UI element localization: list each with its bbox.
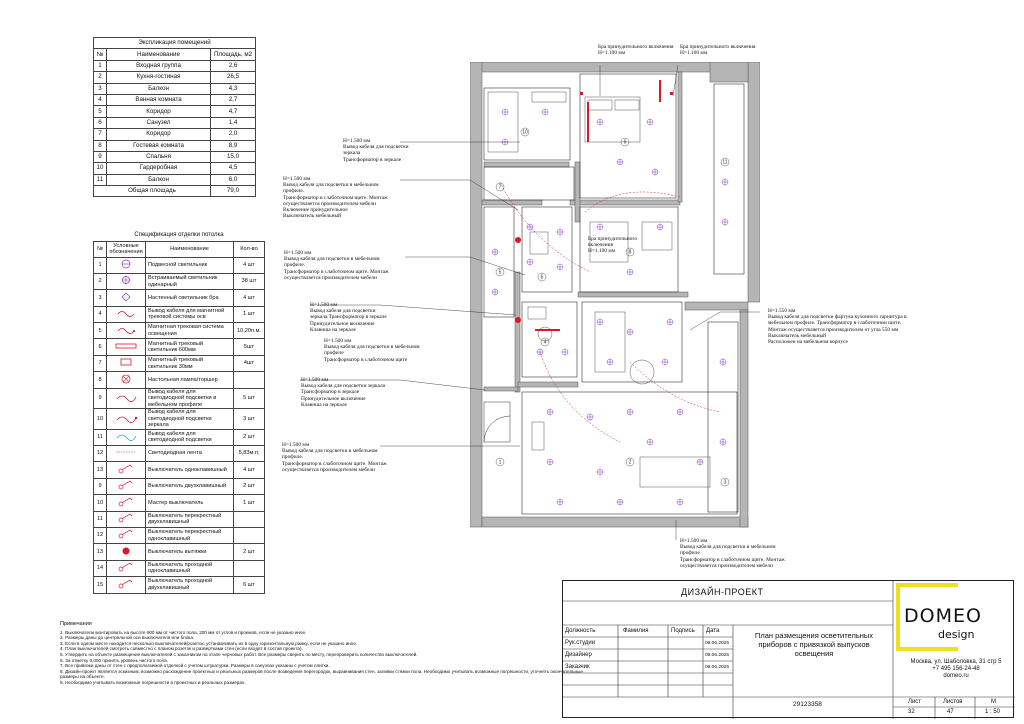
note-item: 9. Необходимо учитывать возможные погрешности в проектных и реальных размерах. (60, 679, 246, 685)
spec-name: Выключатель одноклавишный (146, 462, 234, 478)
spec-num: 13 (94, 544, 107, 560)
spec-col-num: № (94, 241, 107, 257)
room-number: 1 (498, 459, 502, 466)
room-n: 7 (94, 129, 107, 140)
sheet-title: План размещения осветительных приборов с привязкой выпусков освещения (754, 631, 874, 658)
spec-name: Подвесной светильник (146, 257, 234, 273)
room-area: 15,0 (211, 151, 256, 162)
spec-name: Настенный светильник бра (146, 290, 234, 306)
spec-name: Встраиваемый светильник одинарный (146, 273, 234, 289)
note-item: 3. Если в одном месте находится несколько выключателей/розеток, устанавливать их в одну горизонтальную рамку, если не указано иное. (60, 640, 358, 646)
room-n: 5 (94, 106, 107, 117)
room-number: 4 (543, 339, 547, 346)
room-name: Ванная комната (107, 94, 211, 105)
spec-num: 3 (94, 290, 107, 306)
col-surname: Фамилия (623, 628, 649, 634)
sheet-label: Лист (908, 699, 922, 705)
room-name: Балкон (107, 83, 211, 94)
room-name: Кухня-гостиная (107, 72, 211, 83)
note-item: 4. План выключателей смотреть совместно с планом розеток и развертками стен (если входят в состав проекта). (60, 646, 303, 652)
room-number: 3 (723, 479, 727, 486)
spec-qty: 10,20п.м. (234, 323, 265, 339)
spec-num: 6 (94, 339, 107, 355)
room-area: 8,9 (211, 140, 256, 151)
room-n: 1 (94, 60, 107, 71)
spec-name: Магнитный трековый светильник 30мм (146, 355, 234, 371)
spec-name: Вывод кабеля для светодиодной подсветки в мебельном профиле (146, 388, 234, 409)
spec-name: Вывод кабеля для светодиодной подсветки зеркала (146, 409, 234, 430)
room-number: 10 (522, 129, 528, 136)
room-n: 11 (94, 174, 107, 185)
spec-num: 9 (94, 478, 107, 494)
room-number: 9 (623, 139, 627, 146)
col-date: Дата (706, 628, 720, 634)
room-number: 2 (628, 459, 632, 466)
col-role: Должность (565, 628, 596, 634)
room-name: Коридор (107, 106, 211, 117)
spec-name: Выключатель перекрестный одноклавишный (146, 527, 234, 543)
spec-name: Светодиодная лента (146, 446, 234, 462)
plan-annotation: Бра принудительного включения H=1.100 мм (588, 236, 638, 255)
room-number: 6 (540, 274, 544, 281)
plan-annotation: H=1.500 мм Вывод кабеля для подсветки зеркала Трансформатор в зеркале Принудительное включение Клавиша на зеркале (301, 377, 386, 408)
plan-annotation: H=1.500 мм Вывод кабеля для подсветки зеркала Трансформатор в зеркале (343, 138, 409, 163)
spec-qty: 5шт (234, 339, 265, 355)
drawing-code: 29123358 (793, 701, 822, 708)
spec-col-symbol: Условные обозначения (107, 241, 146, 257)
room-n: 2 (94, 72, 107, 83)
logo-text: DOMEO (904, 605, 982, 627)
spec-col-name: Наименование (146, 241, 234, 257)
logo-subtext: design (938, 628, 975, 641)
spec-name: Выключатель перекрестный двухклавишный (146, 511, 234, 527)
rooms-col-name: Наименование (107, 49, 211, 60)
room-area: 2,7 (211, 94, 256, 105)
company-phone: +7 495 156-24-48 (932, 666, 980, 672)
room-n: 3 (94, 83, 107, 94)
room-number: 7 (498, 184, 502, 191)
plan-annotation: Бра принудительного включения H=1.100 мм (598, 44, 674, 57)
room-n: 10 (94, 163, 107, 174)
plan-annotation: H=1.500 мм Вывод кабеля для подсветки в мебельном профиле. Трансформатор в слаботочном щите. Монтаж осуществляется производителем мебели (284, 250, 389, 281)
note-item: 7. Все привязки даны от стен с предполагаемой отделкой с учетом штукатурки. Размеры в санузлах указаны с учетом плитки. (60, 663, 330, 669)
rooms-total-value: 79,0 (211, 186, 256, 197)
spec-qty: 2 шт (234, 544, 265, 560)
rooms-col-num: № (94, 49, 107, 60)
spec-num: 5 (94, 323, 107, 339)
room-name: Входная группа (107, 60, 211, 71)
room-area: 2,0 (211, 129, 256, 140)
sheets-label: Листов (943, 699, 963, 705)
role-1: Рук.студии (565, 640, 596, 646)
room-number: 11 (722, 159, 728, 166)
plan-annotation: H=1.500 мм Вывод кабеля для подсветки в мебельном профиле. Трансформатор в слаботочном щите. Монтаж осуществляется производителем мебели (282, 442, 387, 473)
spec-qty: 5,83м.п. (234, 446, 265, 462)
room-area: 2,6 (211, 60, 256, 71)
spec-name: Магнитная трековая система освещения (146, 323, 234, 339)
spec-qty: 2 шт (234, 478, 265, 494)
spec-qty: 5 шт (234, 388, 265, 409)
rooms-table-caption: Экспликация помещений (94, 38, 256, 49)
spec-name: Магнитный трековый светильник 600мм (146, 339, 234, 355)
company-site: domeo.ru (943, 673, 969, 679)
spec-name: Мастер выключатель (146, 495, 234, 511)
company-address: Москва, ул. Шаболовка, 31 стр 5 (910, 659, 1002, 665)
spec-qty: 3 шт (234, 409, 265, 430)
spec-name: Выключатель вытяжки (146, 544, 234, 560)
note-item: 2. Размеры даны до центральной оси выключателя или блока. (60, 635, 195, 641)
plan-annotation: H=1.500 мм Вывод кабеля для подсветки зеркала.Трансформатор в зеркале Принудительное включение Клавиша на зеркале (310, 302, 387, 333)
room-name: Коридор (107, 129, 211, 140)
spec-num: 7 (94, 355, 107, 371)
spec-num: 4 (94, 306, 107, 322)
plan-annotation: H=1.500 мм Вывод кабеля для подсветки в мебельном профиле. Трансформатор в слаботочном щите. Монтаж осуществляется производителем мебели (680, 538, 785, 569)
spec-num: 10 (94, 495, 107, 511)
spec-qty: 1 шт (234, 495, 265, 511)
spec-qty: 6 шт (234, 577, 265, 593)
spec-qty: 2 шт (234, 429, 265, 445)
scale-value: 1 : 50 (985, 709, 1001, 715)
spec-qty: 4шт (234, 355, 265, 371)
date-2: 09.06.2025 (705, 653, 730, 658)
room-n: 4 (94, 94, 107, 105)
spec-num: 14 (94, 560, 107, 576)
spec-num: 11 (94, 511, 107, 527)
room-n: 8 (94, 140, 107, 151)
spec-num: 8 (94, 372, 107, 388)
notes-heading: Примечания (60, 621, 92, 627)
spec-name: Настольная лампа/торшер (146, 372, 234, 388)
room-name: Спальня (107, 151, 211, 162)
plan-annotation: H=1.500 мм Вывод кабеля для подсветки в мебельном профиле. Трансформатор в слаботочном щите. Монтаж осуществляется производителем мебели Включение принудительное Выключатель мебельный (283, 176, 388, 220)
sheet-number: 32 (908, 709, 915, 715)
room-area: 4,7 (211, 106, 256, 117)
spec-qty: 1 шт (234, 306, 265, 322)
scale-label: М (991, 699, 996, 705)
spec-qty: 4 шт (234, 290, 265, 306)
spec-name: Выключатель проходной двухклавишный (146, 577, 234, 593)
room-area: 6,0 (211, 174, 256, 185)
spec-qty: 4 шт (234, 462, 265, 478)
rooms-total-label: Общая площадь (94, 186, 211, 197)
note-item: 5. Утвердить на объекте размещение выключателей с заказчиком на этапе черновых работ. Все размеры сверить по месту, перепроверить количество выключателей. (60, 651, 418, 657)
spec-num: 2 (94, 273, 107, 289)
room-name: Гостевая комната (107, 140, 211, 151)
room-name: Балкон (107, 174, 211, 185)
note-item: 1. Выключатели монтировать на высоте 900 мм от чистого пола, 200 мм от углов и проемов, если не указано иное. (60, 629, 307, 635)
role-2: Дизайнер (565, 652, 592, 658)
spec-col-qty: Кол-во (234, 241, 265, 257)
spec-name: Вывод кабеля для светодиодной подсветки (146, 429, 234, 445)
spec-name: Вывод кабеля для магнитной трековой системы осв (146, 306, 234, 322)
room-area: 26,5 (211, 72, 256, 83)
spec-table-caption: Спецификация отделки потолка (134, 231, 224, 238)
date-1: 09.06.2025 (705, 641, 730, 646)
note-item: 6. За отметку 0,000 принять уровень чистого пола. (60, 657, 168, 663)
room-n: 6 (94, 117, 107, 128)
spec-qty: 4 шт (234, 257, 265, 273)
room-name: Санузел (107, 117, 211, 128)
room-number: 8 (628, 249, 632, 256)
spec-num: 11 (94, 429, 107, 445)
project-type: ДИЗАЙН-ПРОЕКТ (681, 587, 764, 597)
room-number: 5 (498, 269, 502, 276)
plan-annotation: Бра принудительного включения H=1.100 мм (680, 44, 756, 57)
room-area: 1,4 (211, 117, 256, 128)
rooms-col-area: Площадь, м2 (211, 49, 256, 60)
plan-annotation: H=1.500 мм Вывод кабеля для подсветки в мебельном профиле Трансформатор в слаботочном щите (324, 338, 420, 363)
spec-name: Выключатель двухклавишный (146, 478, 234, 494)
spec-num: 15 (94, 577, 107, 593)
spec-name: Выключатель проходной одноклавишный (146, 560, 234, 576)
room-area: 4,5 (211, 163, 256, 174)
room-name: Гардеробная (107, 163, 211, 174)
role-3: Заказчик (565, 664, 590, 670)
sheets-total: 47 (947, 709, 954, 715)
col-signature: Подпись (671, 628, 695, 634)
room-n: 9 (94, 151, 107, 162)
spec-num: 10 (94, 409, 107, 430)
plan-annotation: H=1.550 мм Вывод кабеля для подсветки фартука кухонного гарнитура в мебельном профиле. Трансформатор в слаботочном щите. Монтаж осуществляется производителем от угла 550 мм Выключатель мебельный Расположен на мебельном корпусе (768, 308, 907, 346)
spec-qty: 38 шт (234, 273, 265, 289)
company-contacts (906, 659, 1006, 680)
spec-num: 12 (94, 527, 107, 543)
spec-num: 12 (94, 446, 107, 462)
room-area: 4,3 (211, 83, 256, 94)
spec-num: 9 (94, 388, 107, 409)
date-3: 09.06.2025 (705, 665, 730, 670)
spec-num: 13 (94, 462, 107, 478)
spec-num: 1 (94, 257, 107, 273)
note-item: 8. Дизайн-проект является эскизным, возможно расхождение проектных и реальных размеров после возведения перегородок, выравнивания стен, заливки стяжки пола. Необходимо учитывать возможные погрешности, уточнять окончательные размеры на объекте. (60, 668, 583, 680)
company-logo (896, 583, 1014, 663)
